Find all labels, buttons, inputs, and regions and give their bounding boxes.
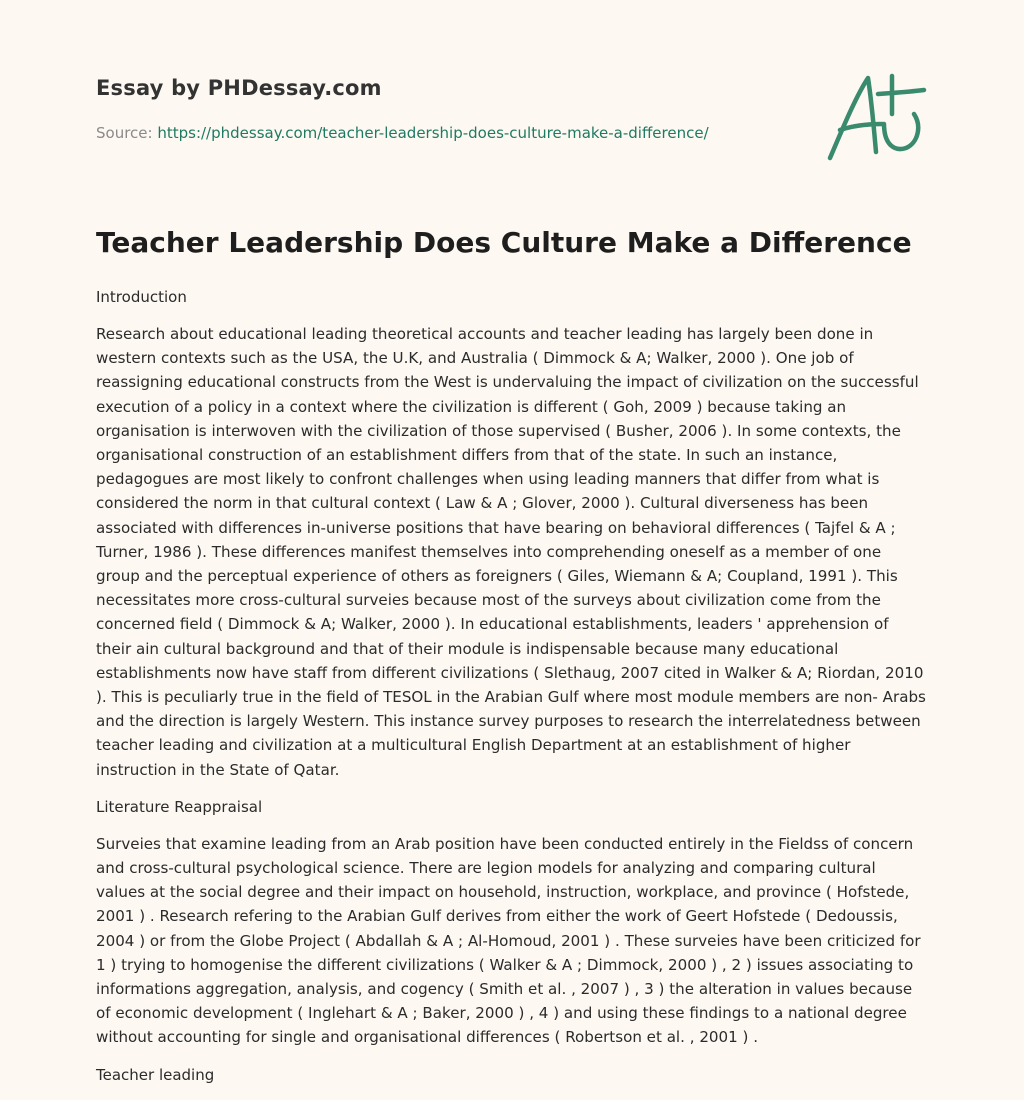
paragraph-introduction: Research about educational leading theoretical accounts and teacher leading has largely been done in western contexts such as the USA, the U.K, and Australia ( Dimmock & A; Walker, 2000 ). One job of reassigning educational constructs from the West is undervaluing the impact of civilization on the successful execution of a policy in a context where the civilization is different ( Goh, 2009 ) because taking an organisation is interwoven with the civilization of those supervised ( Busher, 2006 ). In some contexts, the organisational construction of an establishment differs from that of the state. In such an instance, pedagogues are most likely to confront challenges when using leading manners that differ from what is considered the norm in that cultural context ( Law & A ; Glover, 2000 ). Cultural diverseness has been associated with differences in-universe positions that have bearing on behavioral differences ( Tajfel & A ; Turner, 1986 ). These differences manifest themselves into comprehending oneself as a member of one group and the perceptual experience of others as foreigners ( Giles, Wiemann & A; Coupland, 1991 ). This necessitates more cross-cultural surveies because most of the surveys about civilization come from the concerned field ( Dimmock & A; Walker, 2000 ). In educational establishments, leaders ' apprehension of their ain cultural background and that of their module is indispensable because many educational establishments now have staff from different civilizations ( Slethaug, 2007 cited in Walker & A; Riordan, 2010 ). This is peculiarly true in the field of TESOL in the Arabian Gulf where most module members are non- Arabs and the direction is largely Western. This instance survey purposes to research the interrelatedness between teacher leading and civilization at a multicultural English Department at an establishment of higher instruction in the State of Qatar. (96, 325, 926, 779)
essay-title: Teacher Leadership Does Culture Make a Difference (96, 226, 912, 259)
source-link[interactable]: https://phdessay.com/teacher-leadership-does-culture-make-a-difference/ (157, 124, 709, 142)
source-line (96, 124, 709, 142)
a-plus-grade-icon (822, 68, 932, 168)
essay-body (96, 286, 928, 1100)
paragraph-literature: Surveies that examine leading from an Arab position have been conducted entirely in the Fieldss of concern and cross-cultural psychological science. There are legion models for analyzing and comparing cultural values at the social degree and their impact on household, instruction, workplace, and province ( Hofstede, 2001 ) . Research refering to the Arabian Gulf derives from either the work of Geert Hofstede ( Dedoussis, 2004 ) or from the Globe Project ( Abdallah & A ; Al-Homoud, 2001 ) . These surveies have been criticized for 1 ) trying to homogenise the different civilizations ( Walker & A ; Dimmock, 2000 ) , 2 ) issues associating to informations aggregation, analysis, and cogency ( Smith et al. , 2007 ) , 3 ) the alteration in values because of economic development ( Inglehart & A ; Baker, 2000 ) , 4 ) and using these findings to a national degree without accounting for single and organisational differences ( Robertson et al. , 2001 ) . (96, 834, 921, 1047)
site-brand: Essay by PHDessay.com (96, 76, 382, 100)
section-heading-introduction: Introduction (96, 288, 187, 306)
section-heading-literature: Literature Reappraisal (96, 797, 263, 816)
section-heading-teacher-leading: Teacher leading (96, 1065, 215, 1084)
source-label: Source: (96, 124, 158, 142)
